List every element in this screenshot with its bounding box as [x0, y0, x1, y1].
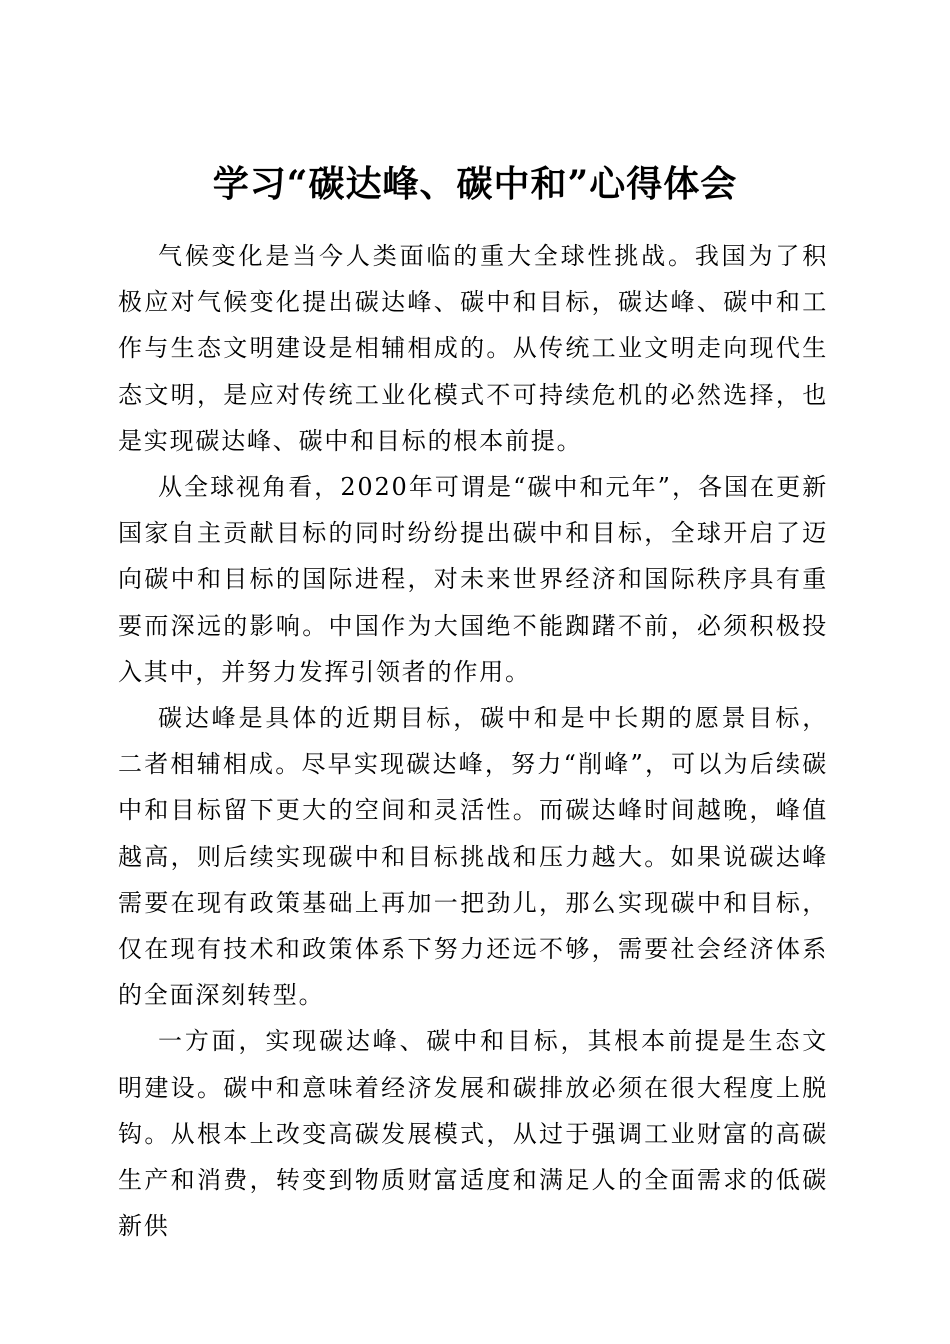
- document-body: [118, 233, 828, 1249]
- paragraph: 碳达峰是具体的近期目标，碳中和是中长期的愿景目标，二者相辅相成。尽早实现碳达峰，努力“削峰”，可以为后续碳中和目标留下更大的空间和灵活性。而碳达峰时间越晚，峰值越高，则后续实现碳中和目标挑战和压力越大。如果说碳达峰需要在现有政策基础上再加一把劲儿，那么实现碳中和目标，仅在现有技术和政策体系下努力还远不够，需要社会经济体系的全面深刻转型。: [118, 704, 828, 1010]
- paragraph: 一方面，实现碳达峰、碳中和目标，其根本前提是生态文明建设。碳中和意味着经济发展和碳排放必须在很大程度上脱钩。从根本上改变高碳发展模式，从过于强调工业财富的高碳生产和消费，转变到物质财富适度和满足人的全面需求的低碳新供: [118, 1027, 828, 1241]
- paragraph: 气候变化是当今人类面临的重大全球性挑战。我国为了积极应对气候变化提出碳达峰、碳中和目标，碳达峰、碳中和工作与生态文明建设是相辅相成的。从传统工业文明走向现代生态文明，是应对传统工业化模式不可持续危机的必然选择，也是实现碳达峰、碳中和目标的根本前提。: [118, 242, 828, 455]
- document-title: 学习“碳达峰、碳中和”心得体会: [212, 163, 738, 206]
- paragraph: 从全球视角看，2020年可谓是“碳中和元年”，各国在更新国家自主贡献目标的同时纷纷提出碳中和目标，全球开启了迈向碳中和目标的国际进程，对未来世界经济和国际秩序具有重要而深远的影响。中国作为大国绝不能踟躇不前，必须积极投入其中，并努力发挥引领者的作用。: [118, 473, 828, 686]
